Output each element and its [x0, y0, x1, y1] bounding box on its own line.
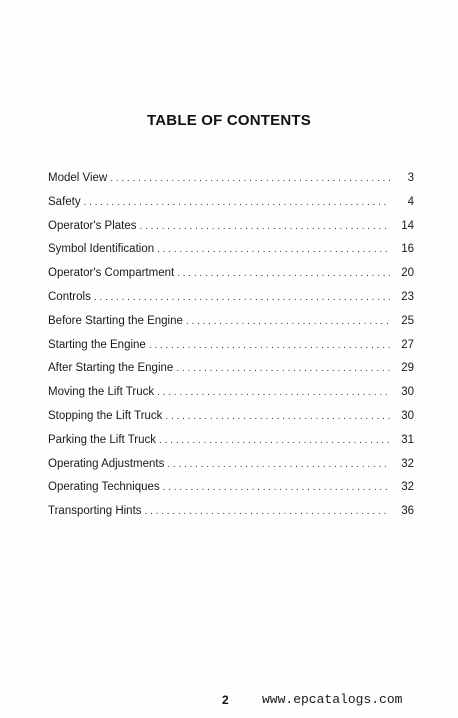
toc-leader-dots [140, 219, 391, 235]
toc-entry-page: 23 [401, 290, 414, 303]
toc-entry-transporting-hints [48, 503, 414, 527]
toc-entry-model-view [48, 170, 414, 194]
toc-entry-label: Operating Adjustments [48, 457, 165, 470]
toc-entry-safety [48, 194, 414, 218]
toc-leader-dots [163, 480, 390, 496]
toc-leader-dots [157, 385, 390, 401]
toc-entry-operators-plates [48, 218, 414, 242]
toc-leader-dots [176, 361, 390, 377]
toc-entry-page: 27 [401, 338, 414, 351]
toc-entry-page: 32 [401, 481, 414, 494]
toc-entry-page: 14 [401, 219, 414, 232]
toc-entry-starting-engine [48, 337, 414, 361]
toc-entry-label: Model View [48, 172, 108, 184]
toc-entry-label: Controls [48, 290, 91, 303]
toc-entry-page: 30 [401, 409, 414, 422]
page-title: TABLE OF CONTENTS [147, 112, 311, 129]
toc-entry-symbol-identification [48, 241, 414, 265]
page-number: 2 [222, 693, 229, 707]
toc-entry-label: Before Starting the Engine [48, 314, 183, 327]
toc-entry-controls [48, 289, 414, 313]
toc-entry-label: Operating Techniques [48, 481, 160, 494]
toc-entry-page: 4 [407, 195, 414, 208]
toc-entry-page: 36 [401, 505, 414, 518]
toc-entry-page: 29 [401, 362, 414, 375]
toc-leader-dots [177, 266, 390, 282]
toc-leader-dots [167, 457, 390, 473]
toc-entry-page: 25 [401, 314, 414, 327]
toc-entry-moving-truck [48, 384, 414, 408]
toc-entry-stopping-truck [48, 408, 414, 432]
toc-leader-dots [84, 195, 390, 211]
toc-entry-label: After Starting the Engine [48, 362, 174, 375]
toc-entry-label: Operator's Plates [48, 219, 137, 232]
toc-entry-parking-truck [48, 432, 414, 456]
toc-entry-page: 20 [401, 267, 414, 280]
toc-leader-dots [165, 409, 390, 425]
toc-entry-label: Transporting Hints [48, 505, 142, 518]
toc-entry-label: Starting the Engine [48, 338, 146, 351]
toc-entry-after-starting [48, 360, 414, 384]
toc-entry-operators-compartment [48, 265, 414, 289]
table-of-contents [48, 170, 414, 527]
toc-leader-dots [110, 171, 390, 187]
toc-entry-page: 32 [401, 457, 414, 470]
toc-entry-page: 31 [401, 433, 414, 446]
watermark-text: www.epcatalogs.com [262, 692, 403, 707]
toc-entry-label: Parking the Lift Truck [48, 433, 157, 446]
toc-entry-label: Stopping the Lift Truck [48, 409, 163, 422]
toc-entry-before-starting [48, 313, 414, 337]
toc-entry-label: Moving the Lift Truck [48, 386, 155, 399]
toc-leader-dots [149, 338, 390, 354]
toc-leader-dots [186, 314, 390, 330]
toc-entry-operating-adjustments [48, 456, 414, 480]
toc-leader-dots [145, 504, 390, 520]
toc-entry-page: 3 [407, 172, 414, 184]
toc-leader-dots [159, 433, 390, 449]
toc-entry-page: 16 [401, 243, 414, 256]
toc-entry-label: Safety [48, 195, 81, 208]
toc-leader-dots [94, 290, 390, 306]
toc-entry-page: 30 [401, 386, 414, 399]
toc-entry-label: Operator's Compartment [48, 267, 175, 280]
toc-entry-operating-techniques [48, 479, 414, 503]
toc-leader-dots [157, 242, 390, 258]
toc-entry-label: Symbol Identification [48, 243, 155, 256]
